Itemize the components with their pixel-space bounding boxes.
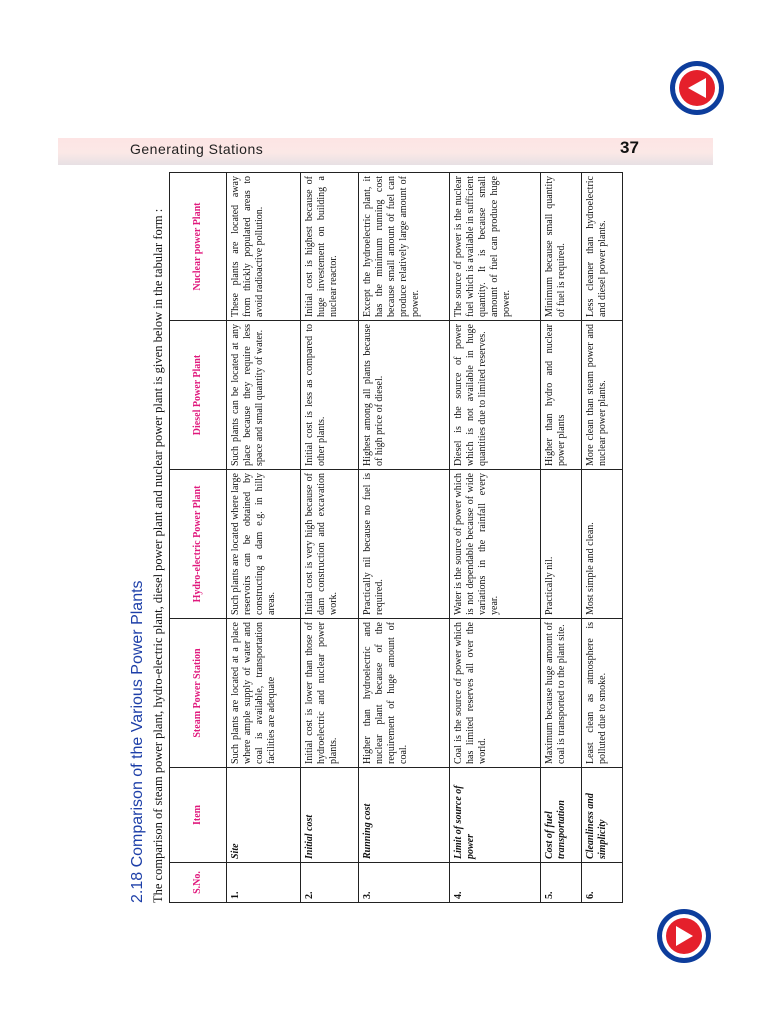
hydro-cell: Practically nil. [540, 470, 581, 619]
nuclear-cell: Except the hydroelectric plant, it has the minimum running cost because small amount of fuel can produce relatively large amount of power. [359, 173, 450, 321]
table-row [301, 173, 359, 903]
nuclear-cell: Initial cost is highest because of huge investement on building a nuclear reactor. [301, 173, 359, 321]
item-name: Limit of source of power [449, 768, 540, 863]
page-number: 37 [620, 138, 639, 157]
serial-number: 1. [227, 863, 301, 903]
steam-cell: Initial cost is lower than those of hydroelectric and nuclear power plants. [301, 619, 359, 768]
nuclear-cell: Less cleaner than hydroelectric and diesel power plants. [581, 173, 622, 321]
hydro-cell: Initial cost is very high because of dam construction and excavation work. [301, 470, 359, 619]
serial-number: 4. [449, 863, 540, 903]
steam-cell: Higher than hydroelectric and nuclear plant because of the requirement of huge amount of coal. [359, 619, 450, 768]
nuclear-cell: Minimum because small quantity of fuel is required. [540, 173, 581, 321]
steam-cell: Least clean as atmosphere is polluted due to smoke. [581, 619, 622, 768]
table-header-row [170, 173, 227, 903]
section-intro: The comparison of steam power plant, hydro-electric plant, diesel power plant and nuclear power plant is given below in the tabular form : [151, 208, 165, 903]
column-header: Nuclear power Plant [170, 173, 227, 321]
table-row [540, 173, 581, 903]
previous-page-button[interactable] [670, 61, 724, 115]
steam-cell: Such plants are located at a place where ample supply of water and coal is available, transportation facilities are adequate [227, 619, 301, 768]
hydro-cell: Such plants are located where large reservoirs can be obtained by constructing a dam e.g. in hilly areas. [227, 470, 301, 619]
comparison-table [169, 172, 623, 903]
table-row [227, 173, 301, 903]
hydro-cell: Most simple and clean. [581, 470, 622, 619]
nuclear-cell: The source of power is the nuclear fuel which is available in sufficient quantity. It is because small amount of fuel can produce huge power. [449, 173, 540, 321]
triangle-right-icon [666, 918, 702, 954]
steam-cell: Maximum because huge amount of coal is transported to the plant site. [540, 619, 581, 768]
diesel-cell: Highest among all plants because of high price of diesel. [359, 321, 450, 470]
diesel-cell: Higher than hydro and nuclear power plants [540, 321, 581, 470]
item-name: Site [227, 768, 301, 863]
serial-number: 6. [581, 863, 622, 903]
diesel-cell: More clean than steam power and nuclear power plants. [581, 321, 622, 470]
table-row [449, 173, 540, 903]
serial-number: 5. [540, 863, 581, 903]
triangle-left-icon [679, 70, 715, 106]
item-name: Running cost [359, 768, 450, 863]
diesel-cell: Initial cost is less as compared to other plants. [301, 321, 359, 470]
section-title: 2.18 Comparison of the Various Power Plants [129, 580, 146, 903]
column-header: Item [170, 768, 227, 863]
hydro-cell: Practically nil because no fuel is required. [359, 470, 450, 619]
table-row [359, 173, 450, 903]
item-name: Cleanliness and simplicity [581, 768, 622, 863]
hydro-cell: Water is the source of power which is not dependable because of wide variations in the rainfall every year. [449, 470, 540, 619]
column-header: Diesel Power Plant [170, 321, 227, 470]
next-page-button[interactable] [657, 909, 711, 963]
chapter-title: Generating Stations [130, 141, 264, 157]
serial-number: 3. [359, 863, 450, 903]
column-header: Steam Power Station [170, 619, 227, 768]
column-header: Hydro-electric Power Plant [170, 470, 227, 619]
item-name: Cost of fuel transportation [540, 768, 581, 863]
item-name: Initial cost [301, 768, 359, 863]
diesel-cell: Diesel is the source of power which is not available in huge quantities due to limited reserves. [449, 321, 540, 470]
table-row [581, 173, 622, 903]
serial-number: 2. [301, 863, 359, 903]
steam-cell: Coal is the source of power which has limited reserves all over the world. [449, 619, 540, 768]
column-header: S.No. [170, 863, 227, 903]
nuclear-cell: These plants are located away from thickly populated areas to avoid radioactive pollution. [227, 173, 301, 321]
rotated-page-content [129, 173, 629, 903]
diesel-cell: Such plants can be located at any place because they require less space and small quantity of water. [227, 321, 301, 470]
